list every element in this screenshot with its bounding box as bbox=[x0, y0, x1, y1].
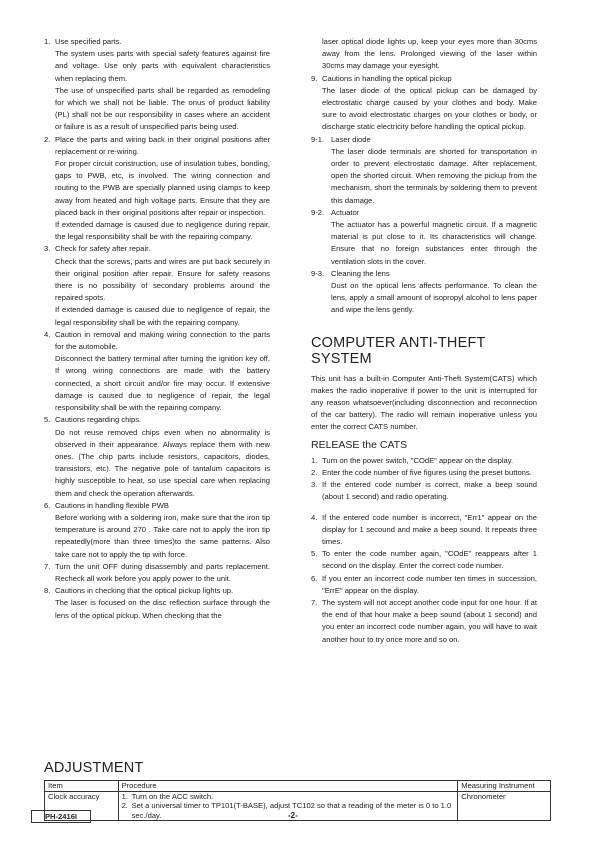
item-paragraph: If extended damage is caused due to negligence during repair, the legal responsibility shall be with the repairing company. bbox=[55, 220, 270, 242]
item-paragraph: The system uses parts with special safety features against fire and voltage. Use only parts with equivalent characteristics when replacing them. bbox=[55, 49, 270, 83]
sub-item-9-2 bbox=[311, 207, 537, 268]
cats-step-2 bbox=[311, 467, 537, 479]
sub-item-9-1 bbox=[311, 134, 537, 207]
item-paragraph: Before working with a soldering iron, make sure that the iron tip temperature is around 270 . Take care not to apply the iron tip repeatedly(more than three times)to the same patterns. Also take care not to apply the tip with force. bbox=[55, 512, 270, 559]
precaution-item-3 bbox=[44, 243, 270, 328]
precaution-item-5 bbox=[44, 414, 270, 499]
item-paragraph: Check that the screws, parts and wires are put back securely in their original position after repair. Ensure for safety reasons there is no possibility of secondary problems around the repaired spots. bbox=[55, 256, 270, 303]
item-heading: Caution in removal and making wiring connection to the parts for the automobile. bbox=[55, 329, 270, 352]
step-text: If the entered code number is incorrect, "Err1" appear on the display for 1 secound and make a beep sound. It repeats three times. bbox=[322, 512, 537, 546]
item-number: 8. bbox=[44, 586, 51, 596]
left-column bbox=[44, 36, 270, 622]
procedure-step-text: Turn on the ACC switch. bbox=[131, 791, 214, 801]
step-text: To enter the code number again, "COdE" reappears after 1 second on the display. Enter the correct code number. bbox=[322, 549, 537, 571]
item-paragraph: laser optical diode lights up, keep your eyes more than 30cms away from the lens. Prolonged viewing of the laser within 30cms may damage your eyesight. bbox=[322, 37, 537, 71]
step-text: If you enter an incorrect code number ten times in succession, "ErrE" appear on the display. bbox=[322, 573, 537, 595]
cats-step-4 bbox=[311, 512, 537, 549]
item-heading: Place the parts and wiring back in their original positions after replacement or re-wiring. bbox=[55, 134, 270, 156]
sub-item-paragraph: Dust on the optical lens affects performance. To clean the lens, apply a small amount of isopropyl alcohol to lens paper and wipe the lens gently. bbox=[331, 281, 537, 315]
step-number: 3. bbox=[311, 480, 318, 490]
sub-item-paragraph: The actuator has a powerful magnetic circuit. If a magnetic material is put close to it. Its characteristics will change. Ensure that no foreign substances enter through the ventilation slots in the cover. bbox=[331, 220, 537, 266]
step-number: 7. bbox=[311, 597, 318, 607]
cats-step-7 bbox=[311, 597, 537, 646]
sub-item-paragraph: The laser diode terminals are shorted for transportation in order to prevent electrostatic damage. After replacement, open the shorted circuit. When removing the pickup from the mechanism, short the terminals by soldering them to prevent this damage. bbox=[331, 146, 537, 205]
procedure-step bbox=[122, 792, 455, 802]
cell-item: Clock accuracy bbox=[45, 791, 119, 821]
cats-intro: This unit has a built-in Computer Anti-Theft System(CATS) which makes the radio inoperative if power to the unit is interrupted for any reason whatsoever(including disconnection and reconnection of the car battery). The radio will remain inoperative unless you enter the correct CATS number. bbox=[311, 373, 537, 432]
header-measuring-instrument: Measuring Instrument bbox=[458, 781, 551, 792]
item-paragraph: If extended damage is caused due to negligence of repair, the legal responsibility shall be with the repairing company. bbox=[55, 305, 270, 327]
item-paragraph: The laser diode of the optical pickup can be damaged by electrostatic charge caused by your clothes and body. Make sure to avoid electrostatic charges on your clothes or body, or discharge static electricity before handling the optical pickup. bbox=[322, 85, 537, 132]
item-number: 3. bbox=[44, 244, 51, 254]
precaution-item-6 bbox=[44, 500, 270, 561]
sub-item-number: 9-2. bbox=[311, 207, 325, 217]
table-header-row bbox=[45, 781, 551, 792]
item-number: 7. bbox=[44, 561, 51, 571]
cell-instrument: Chronometer bbox=[458, 791, 551, 821]
cats-step-1 bbox=[311, 455, 537, 467]
step-number: 5. bbox=[311, 549, 318, 559]
item-number: 1. bbox=[44, 37, 51, 46]
spacer bbox=[311, 504, 537, 512]
procedure-step-number: 2. bbox=[121, 801, 128, 811]
release-cats-title: RELEASE the CATS bbox=[311, 438, 408, 451]
cats-step-3 bbox=[311, 479, 537, 503]
sub-item-number: 9-3. bbox=[311, 268, 325, 278]
item-paragraph: For proper circuit construction, use of insulation tubes, bonding, gaps to PWB, etc, is involved. The wiring connection and routing to the PWB are specially planned using clamps to keep away from heated and high voltage parts. Ensure that they are placed back in their original positions after repair or inspection. bbox=[55, 159, 270, 217]
page-number: -2- bbox=[288, 811, 298, 820]
step-number: 2. bbox=[311, 467, 318, 477]
item-number: 2. bbox=[44, 134, 51, 144]
item-number: 6. bbox=[44, 500, 51, 510]
sub-item-heading: Laser diode bbox=[331, 134, 371, 144]
header-procedure: Procedure bbox=[118, 781, 458, 792]
precaution-item-2 bbox=[44, 134, 270, 244]
precaution-item-1 bbox=[44, 36, 270, 134]
step-number: 4. bbox=[311, 512, 318, 522]
step-text: If the entered code number is correct, make a beep sound (about 1 second) and radio operating. bbox=[322, 480, 537, 502]
item-heading: Turn the unit OFF during disassembly and parts replacement. Recheck all work before you apply power to the unit. bbox=[55, 561, 270, 583]
item-paragraph: Disconnect the battery terminal after turning the ignition key off. If wrong wiring connections are made with the battery connected, a short circuit and/or fire may occur. If extensive damage is caused due to negligence of repair, the legal responsibility shall be with the repairing company. bbox=[55, 354, 270, 413]
item-heading: Cautions in handling the optical pickup bbox=[322, 73, 452, 83]
item-heading: Cautions regarding chips. bbox=[55, 415, 142, 425]
step-number: 1. bbox=[311, 455, 318, 465]
step-text: Turn on the power switch, "COdE" appear on the display. bbox=[322, 455, 514, 465]
precaution-item-4 bbox=[44, 329, 270, 414]
cats-step-6 bbox=[311, 573, 537, 597]
right-column bbox=[311, 36, 537, 646]
item-heading: Use specified parts. bbox=[55, 37, 122, 46]
item-heading: Check for safety after repair. bbox=[55, 244, 151, 254]
model-number-box: PH-2416I bbox=[31, 810, 91, 823]
procedure-step-number: 1. bbox=[121, 791, 128, 801]
item-heading: Cautions in checking that the optical pickup lights up. bbox=[55, 586, 234, 596]
step-text: Enter the code number of five figures using the preset buttons. bbox=[322, 467, 532, 477]
sub-item-number: 9-1. bbox=[311, 134, 325, 144]
item-paragraph: The use of unspecified parts shall be regarded as remodeling for which we shall not be liable. The onus of product liability (PL) shall not be our responsibility in cases where an accident or failure is as a result of unspecified parts being used. bbox=[55, 85, 270, 132]
item-paragraph: The laser is focused on the disc reflection surface through the lens of the optical pickup. When checking that the bbox=[55, 598, 270, 620]
precaution-item-9 bbox=[311, 73, 537, 134]
sub-item-heading: Cleaning the lens bbox=[331, 268, 390, 278]
precaution-item-7 bbox=[44, 561, 270, 585]
precaution-item-8-continued bbox=[311, 36, 537, 73]
header-item: Item bbox=[45, 781, 119, 792]
item-number: 9. bbox=[311, 73, 318, 83]
step-number: 6. bbox=[311, 573, 318, 583]
item-number: 4. bbox=[44, 329, 51, 339]
item-heading: Cautions in handling flexible PWB bbox=[55, 500, 169, 510]
sub-item-9-3 bbox=[311, 268, 537, 317]
procedure-step-text: Set a universal timer to TP101(T-BASE), adjust TC102 so that a reading of the meter is 0 to 1.0 sec./day. bbox=[131, 801, 452, 820]
item-number: 5. bbox=[44, 415, 51, 425]
adjustment-title: ADJUSTMENT bbox=[44, 760, 144, 776]
cats-step-5 bbox=[311, 548, 537, 572]
item-paragraph: Do not reuse removed chips even when no abnormality is observed in their appearance. Always replace them with new ones. (The chip parts include resistors, capacitors, diodes, transistors, etc). The negative pole of tantalum capacitors is highly susceptible to heat, so use special care when replacing them and check the operation afterwards. bbox=[55, 427, 270, 498]
precaution-item-8 bbox=[44, 585, 270, 622]
step-text: The system will not accept another code input for one hour. If at the end of that hour make a beep sound (about 1 second) and you enter an incorrect code number again, you will have to wait another hour to try once more and so on. bbox=[322, 597, 537, 644]
cats-section-title: COMPUTER ANTI-THEFT SYSTEM bbox=[311, 334, 486, 367]
sub-item-heading: Actuator bbox=[331, 207, 360, 217]
